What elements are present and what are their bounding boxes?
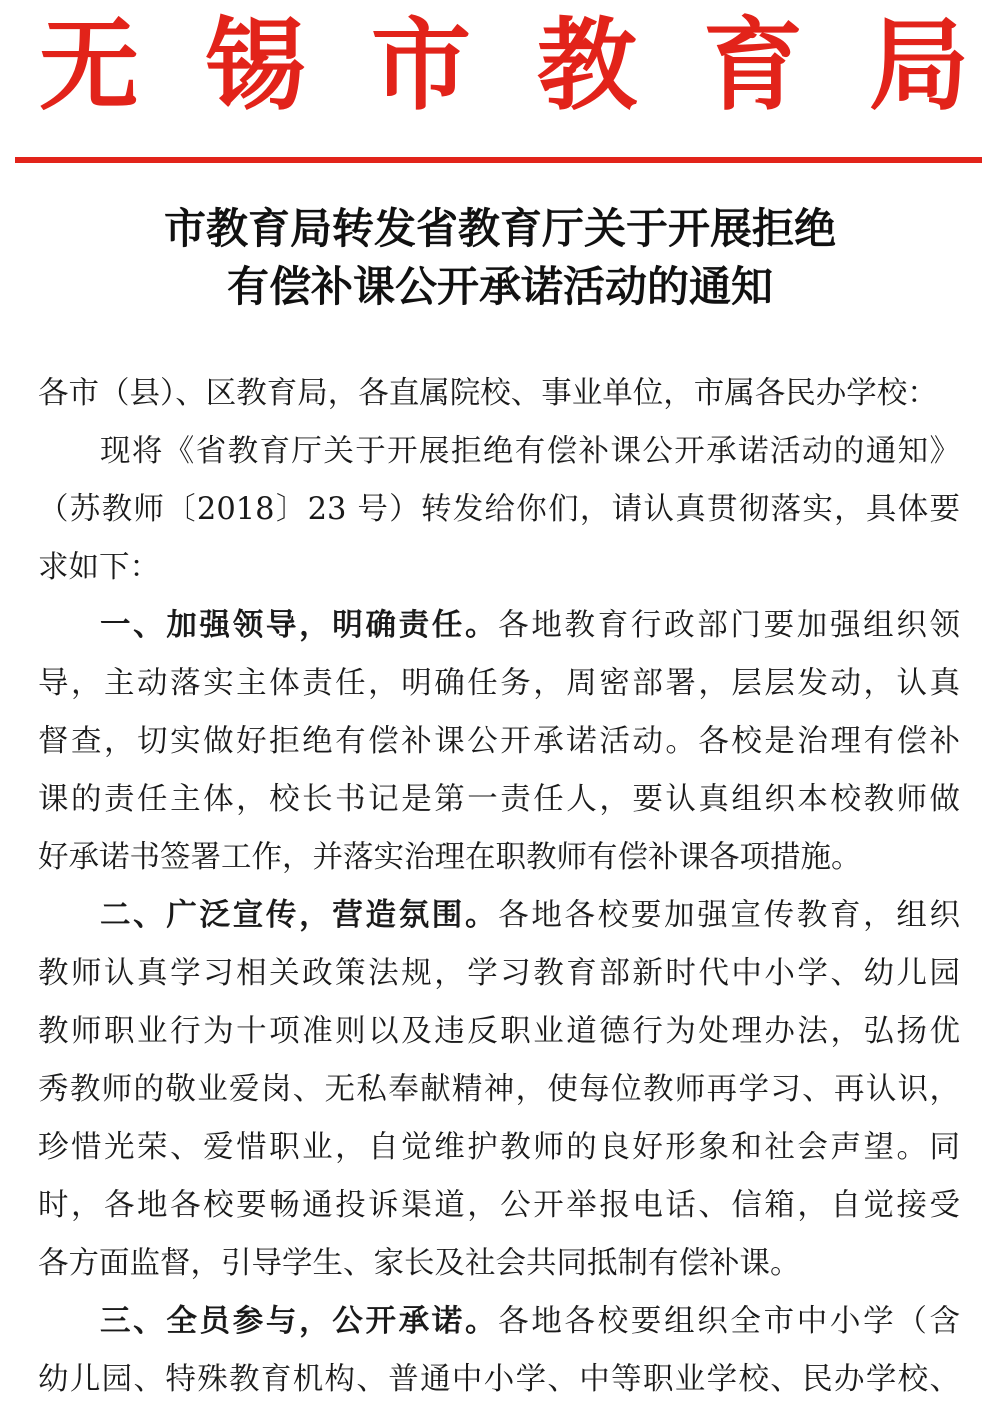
section-1-line: 督查，切实做好拒绝有偿补课公开承诺活动。各校是治理有偿补 [38, 724, 960, 759]
section-1-line: 导，主动落实主体责任，明确任务，周密部署，层层发动，认真 [38, 666, 960, 701]
section-1-first-line [38, 597, 960, 655]
section-3-first-line [38, 1293, 960, 1351]
masthead-divider [15, 157, 982, 163]
title-line: 市教育局转发省教育厅关于开展拒绝 [163, 204, 836, 253]
masthead [34, 8, 974, 123]
section-2-line: 时，各地各校要畅通投诉渠道，公开举报电话、信箱，自觉接受 [38, 1188, 960, 1223]
section-3-line: 幼儿园、特殊教育机构、普通中小学、中等职业学校、民办学校、 [38, 1362, 960, 1397]
masthead-char: 教 [537, 6, 637, 124]
section-3-heading: 三、全员参与，公开承诺。 [100, 1304, 499, 1339]
section-2-line: 教师认真学习相关政策法规，学习教育部新时代中小学、幼儿园 [38, 956, 960, 991]
document-body [38, 365, 960, 1409]
section-1-line: 好承诺书签署工作，并落实治理在职教师有偿补课各项措施。 [38, 840, 862, 875]
salutation: 各市（县）、区教育局，各直属院校、事业单位，市属各民办学校： [38, 376, 938, 411]
section-1-heading: 一、加强领导，明确责任。 [100, 608, 499, 643]
document-title [40, 200, 960, 316]
section-2-heading: 二、广泛宣传，营造氛围。 [100, 898, 499, 933]
intro-line: （苏教师〔2018〕23 号）转发给你们，请认真贯彻落实，具体要 [38, 492, 960, 527]
section-1-text: 各地教育行政部门要加强组织领 [498, 608, 960, 643]
masthead-char: 育 [703, 6, 803, 124]
masthead-char: 锡 [205, 6, 305, 124]
section-2-text: 各地各校要加强宣传教育，组织 [498, 898, 960, 933]
section-1-line: 课的责任主体，校长书记是第一责任人，要认真组织本校教师做 [38, 782, 960, 817]
intro-line: 求如下： [38, 550, 160, 585]
intro-line: 现将《省教育厅关于开展拒绝有偿补课公开承诺活动的通知》 [100, 434, 960, 469]
masthead-char: 无 [39, 6, 139, 124]
section-2-line: 教师职业行为十项准则以及违反职业道德行为处理办法，弘扬优 [38, 1014, 960, 1049]
section-2-line: 珍惜光荣、爱惜职业，自觉维护教师的良好形象和社会声望。同 [38, 1130, 960, 1165]
title-line: 有偿补课公开承诺活动的通知 [226, 262, 773, 311]
section-2-line: 各方面监督，引导学生、家长及社会共同抵制有偿补课。 [38, 1246, 801, 1281]
section-2-first-line [38, 887, 960, 945]
masthead-char: 市 [371, 6, 471, 124]
masthead-char: 局 [869, 6, 969, 124]
section-3-text: 各地各校要组织全市中小学（含 [498, 1304, 960, 1339]
section-2-line: 秀教师的敬业爱岗、无私奉献精神，使每位教师再学习、再认识， [38, 1072, 960, 1107]
